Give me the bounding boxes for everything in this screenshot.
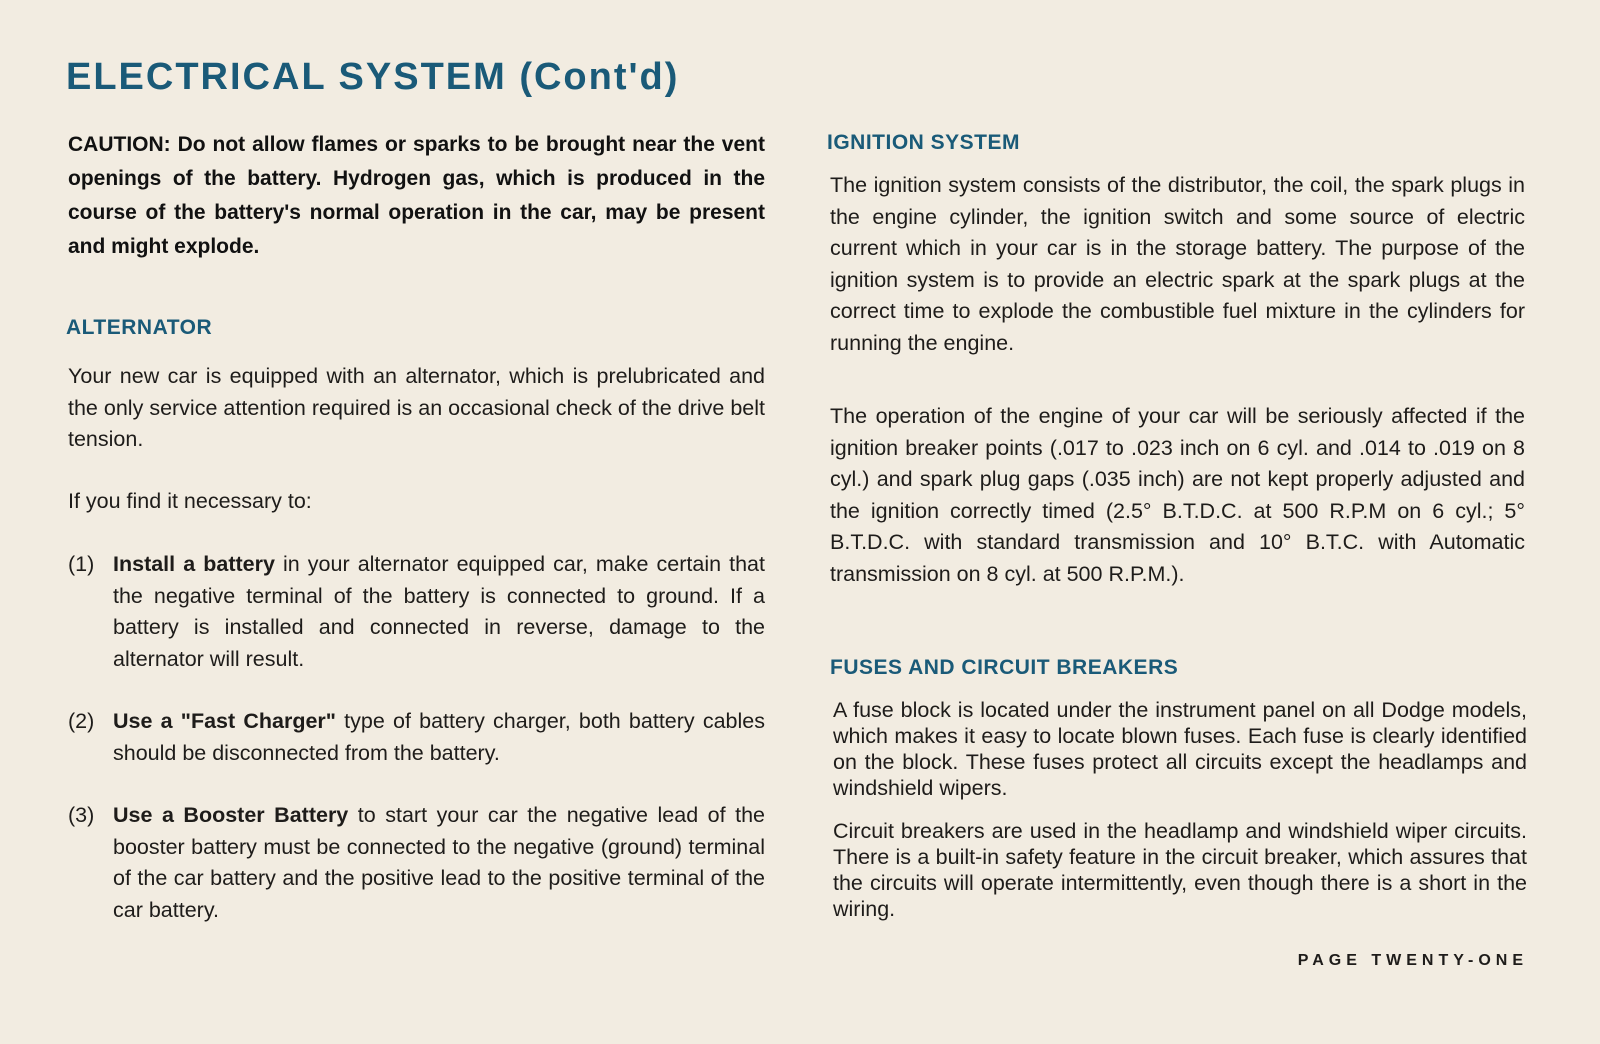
item-number: (2) (68, 709, 95, 733)
alternator-heading: ALTERNATOR (66, 316, 213, 339)
list-item (68, 549, 765, 675)
page-number: PAGE TWENTY-ONE (1297, 952, 1528, 969)
alternator-intro: If you find it necessary to: (68, 489, 312, 513)
fuses-paragraph-2: Circuit breakers are used in the headlamp and windshield wiper circuits. There is a built-in safety feature in the circuit breaker, which assures that the circuits will operate intermittently, even though there is a short in the wiring. (833, 819, 1527, 921)
ignition-heading: IGNITION SYSTEM (827, 131, 1021, 154)
caution-notice: CAUTION: Do not allow flames or sparks to be brought near the vent openings of the battery. Hydrogen gas, which is produced in the course of the battery's normal operation in the car, may be present and might explode. (68, 133, 765, 258)
item-lead: Use a "Fast Charger" (113, 709, 336, 733)
ignition-paragraph-1: The ignition system consists of the distributor, the coil, the spark plugs in the engine cylinder, the ignition switch and some source of electric current which in your car is in the storage battery. The purpose of the ignition system is to provide an electric spark at the spark plugs at the correct time to explode the combustible fuel mixture in the cylinders for running the engine. (830, 173, 1525, 355)
ignition-paragraph-2: The operation of the engine of your car will be seriously affected if the ignition breaker points (.017 to .023 inch on 6 cyl. and .014 to .019 on 8 cyl.) and spark plug gaps (.035 inch) are not kept properly adjusted and the ignition correctly timed (2.5° B.T.D.C. at 500 R.P.M on 6 cyl.; 5° B.T.D.C. with standard transmission and 10° B.T.C. with Automatic transmission on 8 cyl. at 500 R.P.M.). (830, 404, 1525, 586)
item-lead: Use a Booster Battery (113, 803, 349, 827)
page-title: ELECTRICAL SYSTEM (Cont'd) (66, 56, 680, 98)
item-number: (3) (68, 803, 95, 827)
item-text: to start your car the negative lead of the booster battery must be connected to the negative (ground) terminal of the car battery and the positive lead to the positive terminal of the car battery. (113, 803, 766, 922)
list-item (68, 800, 765, 926)
item-number: (1) (68, 552, 95, 576)
item-lead: Install a battery (113, 552, 275, 576)
alternator-paragraph: Your new car is equipped with an alternator, which is prelubricated and the only service attention required is an occasional check of the drive belt tension. (68, 364, 765, 451)
fuses-paragraph-1: A fuse block is located under the instrument panel on all Dodge models, which makes it easy to locate blown fuses. Each fuse is clearly identified on the block. These fuses protect all circuits except the headlamps and windshield wipers. (833, 698, 1527, 800)
item-text: type of battery charger, both battery cables should be disconnected from the battery. (113, 709, 765, 765)
item-text: in your alternator equipped car, make certain that the negative terminal of the battery is connected to ground. If a battery is installed and connected in reverse, damage to the alternator will result. (113, 552, 765, 671)
list-item (68, 706, 765, 769)
fuses-heading: FUSES AND CIRCUIT BREAKERS (830, 656, 1179, 679)
